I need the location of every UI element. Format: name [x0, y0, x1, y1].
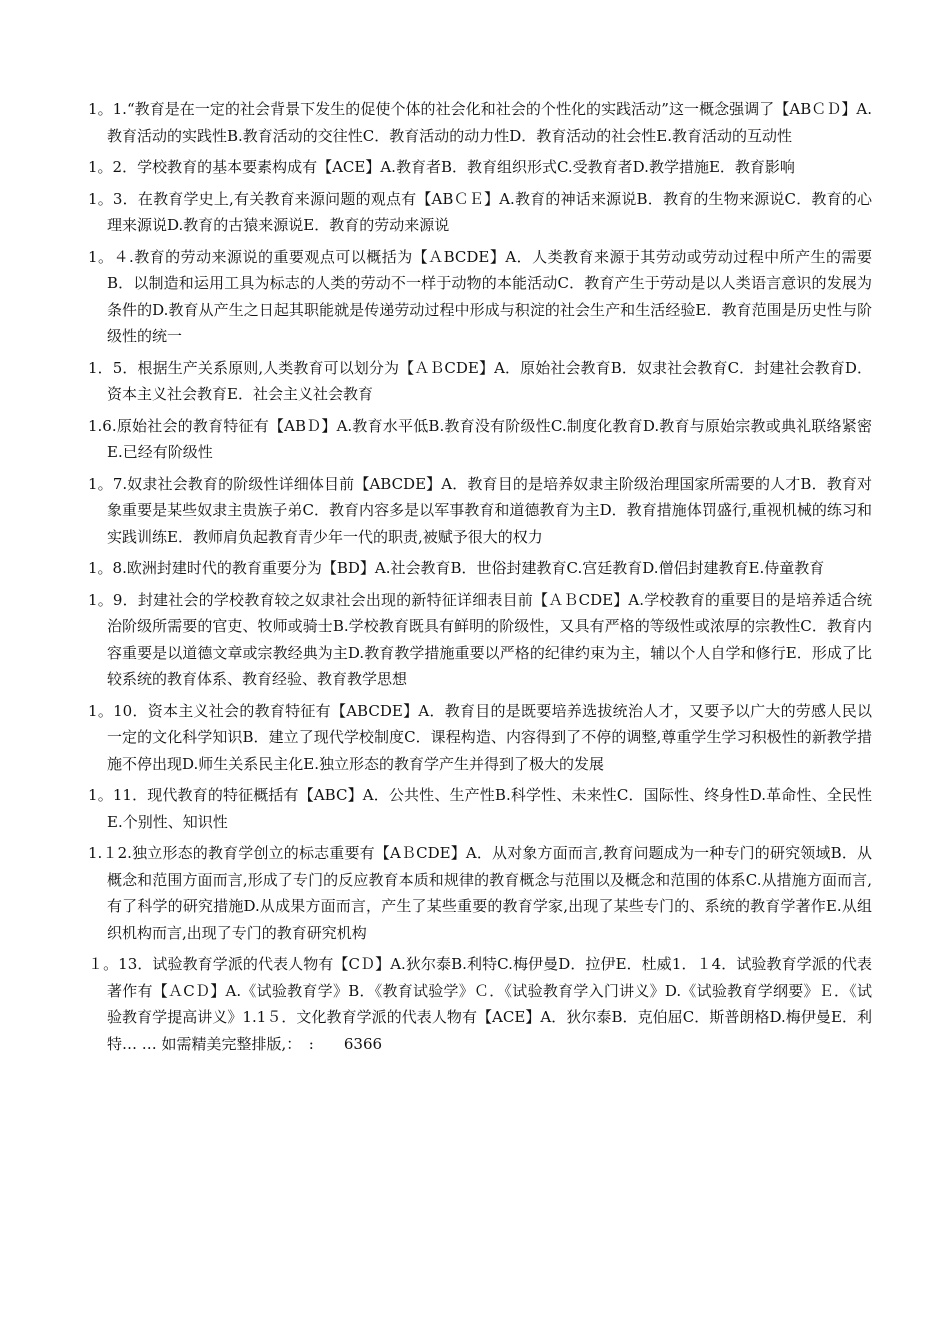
question-item-13: １。13．试验教育学派的代表人物有【CＤ】A.狄尔泰B.利特C.梅伊曼D．拉伊E．杜威1．１4．试验教育学派的代表著作有【ＡCＤ】A.《试验教育学》B．《教育试验学》Ｃ．《试验教育学入门讲义》D.《试验教育学纲要》Ｅ．《试验教育学提高讲义》1.1５．文化教育学派的代表人物有【ACE】A．狄尔泰B．克伯屈C．斯普朗格D.梅伊曼E．利特… … 如需精美完整排版,： : 6366: [88, 955, 872, 1053]
question-item-3: 1。3．在教育学史上,有关教育来源问题的观点有【ABＣＥ】A.教育的神话来源说B．教育的生物来源说C．教育的心理来源说D.教育的古猿来源说E．教育的劳动来源说: [88, 189, 872, 234]
question-item-1: 1。1.“教育是在一定的社会背景下发生的促使个体的社会化和社会的个性化的实践活动”这一概念强调了【ABＣＤ】A.教育活动的实践性B.教育活动的交往性C．教育活动的动力性D．教育活动的社会性E.教育活动的互动性: [88, 100, 872, 145]
question-item-6: 1.6.原始社会的教育特征有【ABＤ】A.教育水平低B.教育没有阶级性C.制度化教育D.教育与原始宗教或典礼联络紧密E.已经有阶级性: [88, 416, 872, 461]
question-item-9: 1。9．封建社会的学校教育较之奴隶社会出现的新特征详细表目前【ＡＢCDE】A.学校教育的重要目的是培养适合统治阶级所需要的官吏、牧师或骑士B.学校教育既具有鲜明的阶级性，又具有严格的等级性或浓厚的宗教性C．教育内容重要是以道德文章或宗教经典为主D.教育教学措施重要以严格的纪律约束为主，辅以个人自学和修行E．形成了比较系统的教育体系、教育经验、教育教学思想: [88, 590, 872, 688]
question-item-11: 1。11．现代教育的特征概括有【ABC】A．公共性、生产性B.科学性、未来性C．国际性、终身性D.革命性、全民性E.个别性、知识性: [88, 786, 872, 831]
question-item-8: 1。8.欧洲封建时代的教育重要分为【BD】A.社会教育B．世俗封建教育C.宫廷教育D.僧侣封建教育E.侍童教育: [88, 559, 825, 577]
question-item-5: 1．5．根据生产关系原则,人类教育可以划分为【ＡＢCDE】A．原始社会教育B．奴隶社会教育C．封建社会教育D．资本主义社会教育E．社会主义社会教育: [88, 358, 872, 403]
question-item-7: 1。7.奴隶社会教育的阶级性详细体目前【ABCDE】A．教育目的是培养奴隶主阶级治理国家所需要的人才B．教育对象重要是某些奴隶主贵族子弟C．教育内容多是以军事教育和道德教育为主D．教育措施体罚盛行,重视机械的练习和实践训练E．教师肩负起教育青少年一代的职责,被赋予很大的权力: [88, 474, 872, 546]
question-item-4: 1。４.教育的劳动来源说的重要观点可以概括为【ＡBCDE】A．人类教育来源于其劳动或劳动过程中所产生的需要B．以制造和运用工具为标志的人类的劳动不一样于动物的本能活动C．教育产生于劳动是以人类语言意识的发展为条件的D.教育从产生之日起其职能就是传递劳动过程中形成与积淀的社会生产和生活经验E．教育范围是历史性与阶级性的统一: [88, 247, 872, 345]
question-item-12: 1.１2.独立形态的教育学创立的标志重要有【AＢCDE】A．从对象方面而言,教育问题成为一种专门的研究领域B．从概念和范围方面而言,形成了专门的反应教育本质和规律的教育概念与范围以及概念和范围的体系C.从措施方面而言,有了科学的研究措施D.从成果方面而言，产生了某些重要的教育学家,出现了某些专门的、系统的教育学著作E.从组织机构而言,出现了专门的教育研究机构: [88, 844, 872, 942]
question-item-2: 1。2．学校教育的基本要素构成有【ACE】A.教育者B．教育组织形式C.受教育者D.教学措施E．教育影响: [88, 158, 795, 176]
document-body: [88, 96, 872, 1062]
question-item-10: 1。10．资本主义社会的教育特征有【ABCDE】A．教育目的是既要培养选拔统治人才，又要予以广大的劳感人民以一定的文化科学知识B．建立了现代学校制度C．课程构造、内容得到了不停的调整,尊重学生学习积极性的新教学措施不停出现D.师生关系民主化E.独立形态的教育学产生并得到了极大的发展: [88, 701, 872, 773]
